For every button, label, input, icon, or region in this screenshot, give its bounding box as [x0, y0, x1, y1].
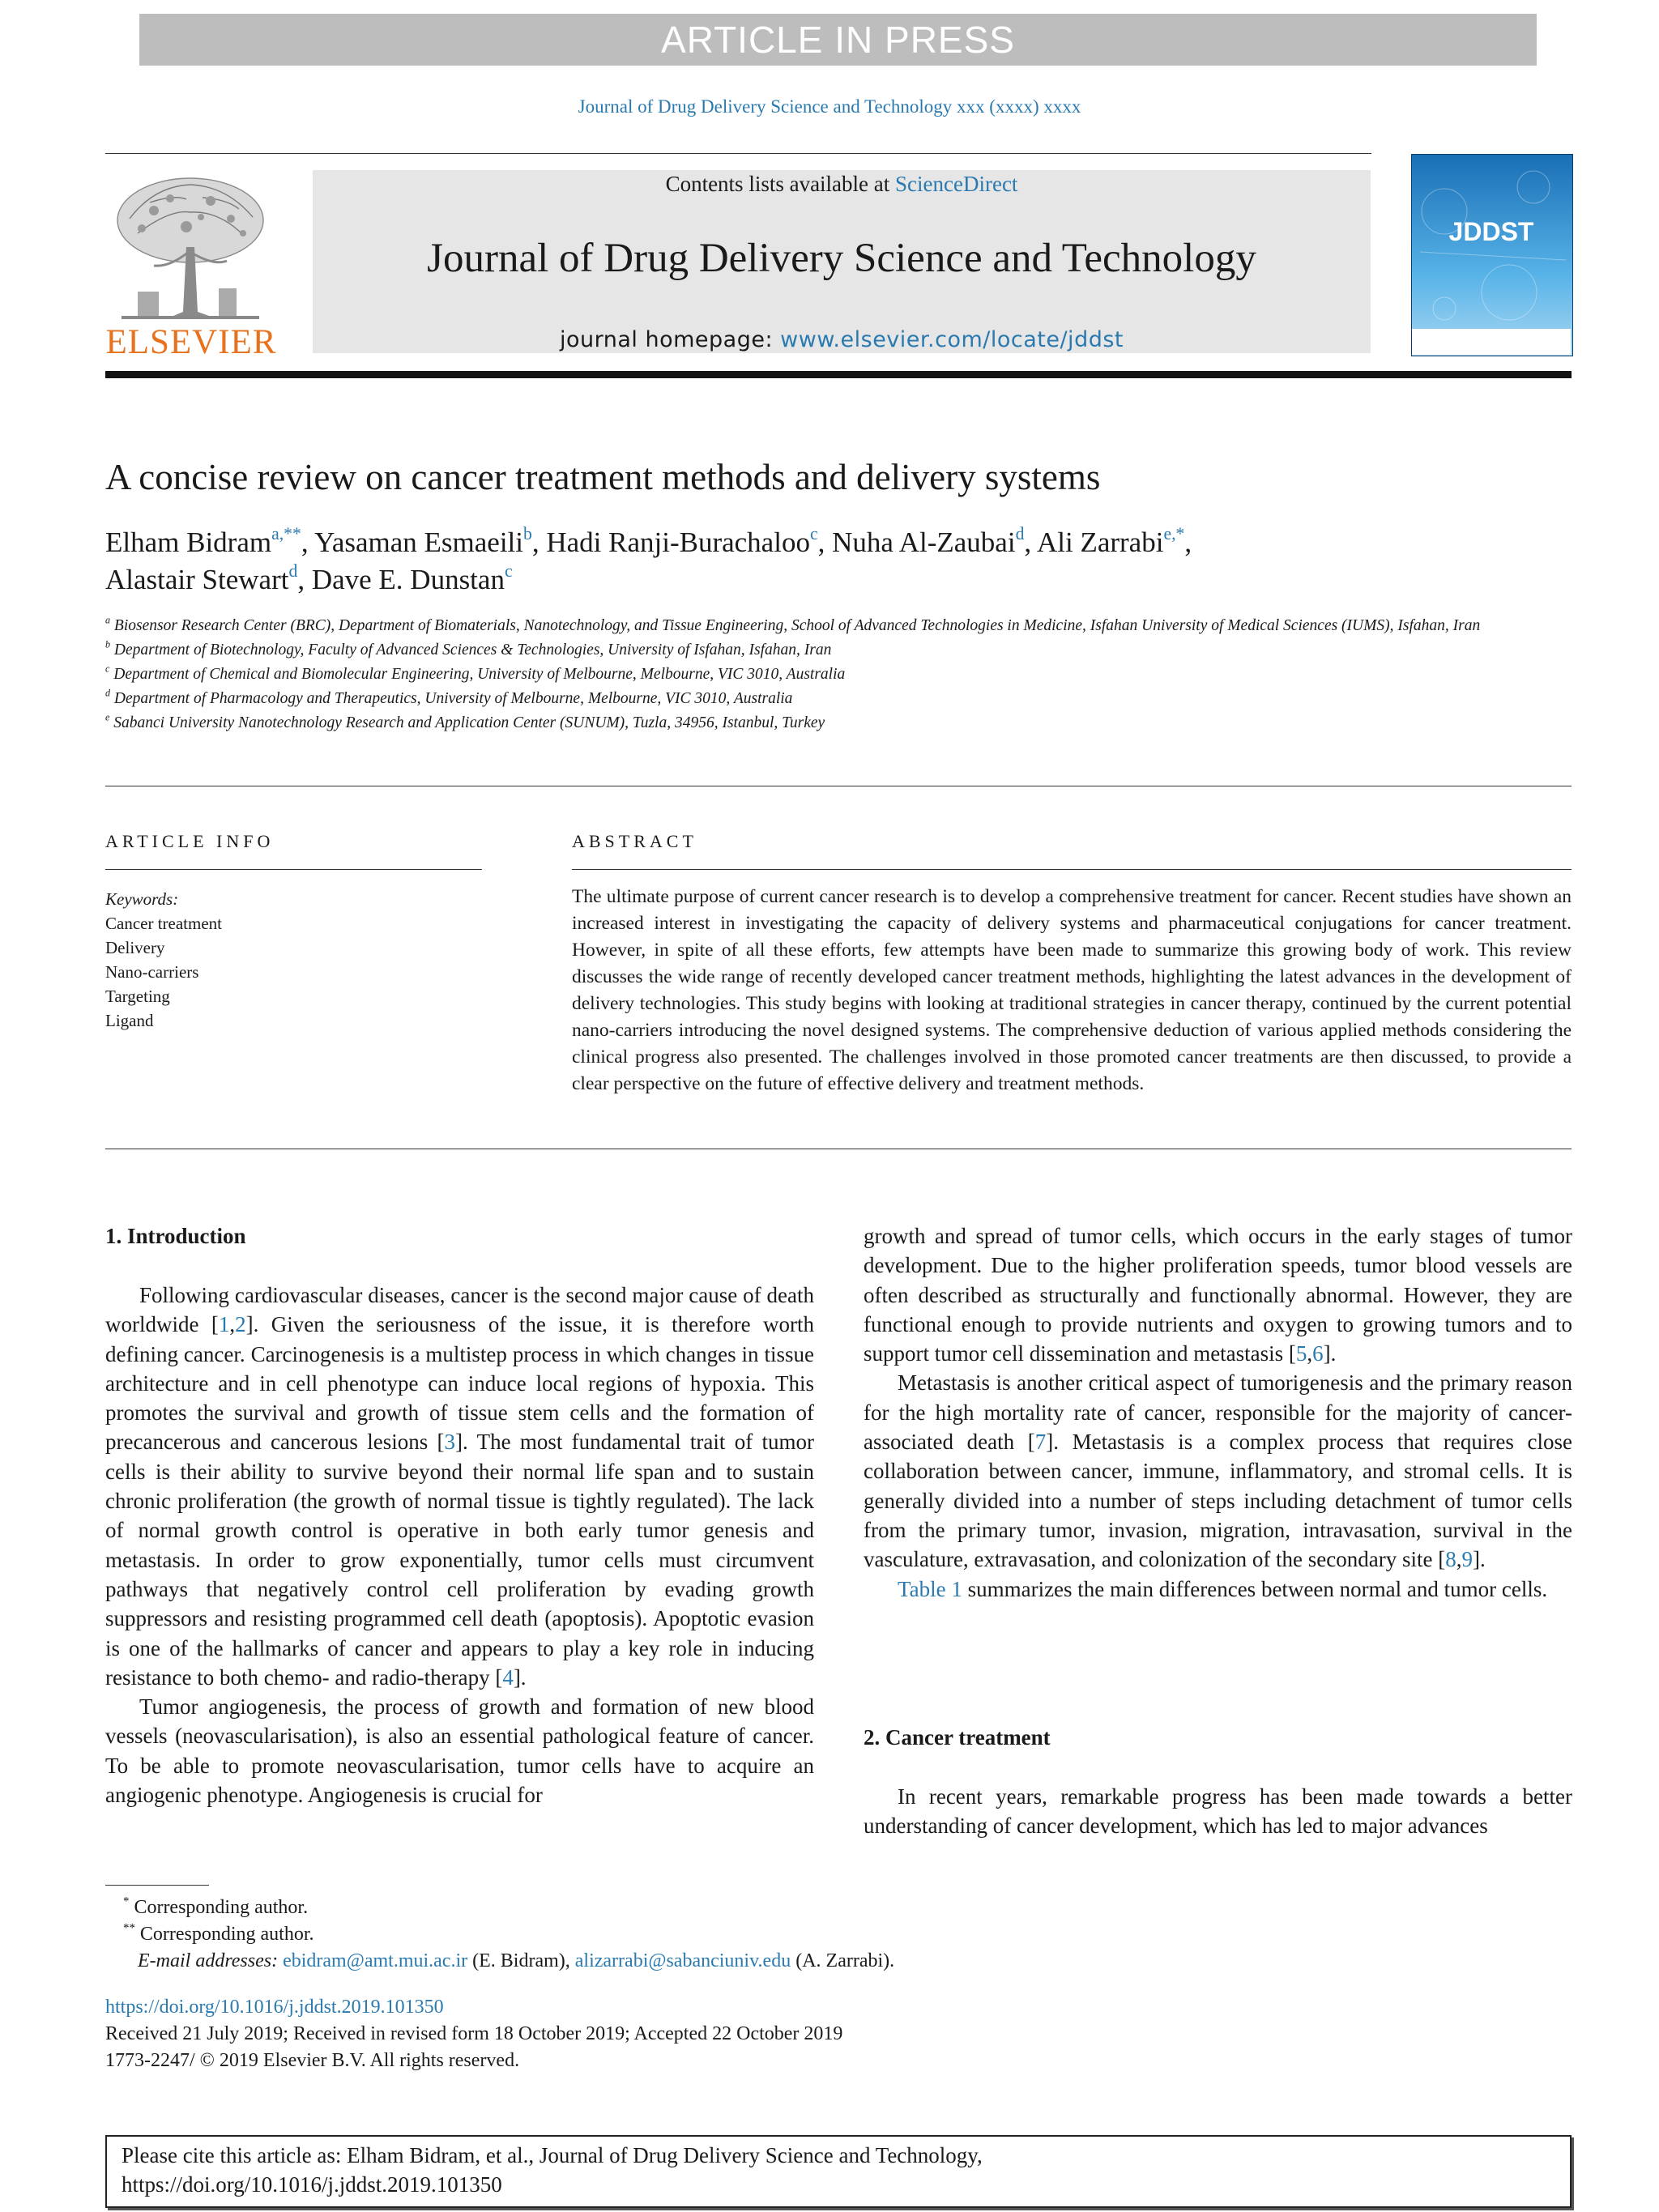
keyword: Nano-carriers	[105, 962, 199, 982]
text-run: ].	[513, 1664, 527, 1690]
citation-link[interactable]: 8	[1445, 1547, 1456, 1572]
article-info-heading: ARTICLE INFO	[105, 831, 275, 851]
citation-link[interactable]: 6	[1312, 1341, 1324, 1366]
table-link[interactable]: Table 1	[898, 1576, 962, 1601]
affiliation-item	[105, 663, 1547, 687]
author-affil-mark[interactable]: c	[809, 523, 818, 543]
affiliation-item	[105, 638, 1547, 663]
text-run: ,	[1456, 1547, 1462, 1572]
keywords-label: Keywords:	[105, 889, 179, 909]
citation-link[interactable]: 2	[235, 1312, 246, 1337]
text-run: Following cardiovascular diseases, cancer is the second major cause of death worldwide [	[105, 1283, 814, 1337]
affiliation-text: Sabanci University Nanotechnology Research and Application Center (SUNUM), Tuzla, 34956, Istanbul, Turkey	[113, 714, 825, 731]
author: Dave E. Dunstan	[311, 564, 505, 595]
affiliation-mark: a	[105, 614, 111, 626]
cite-line-1: Please cite this article as: Elham Bidram, et al., Journal of Drug Delivery Science and Technology,	[122, 2143, 983, 2167]
text-run: ].	[1323, 1341, 1337, 1366]
affiliation-text: Department of Pharmacology and Therapeutics, University of Melbourne, Melbourne, VIC 3010, Australia	[113, 690, 793, 707]
footnote-2	[105, 1921, 1563, 1948]
author-affil-mark[interactable]: c	[504, 560, 513, 581]
homepage-line	[313, 327, 1371, 352]
text-run: summarizes the main differences between normal and tumor cells.	[962, 1576, 1548, 1601]
header-top-rule	[105, 153, 1371, 154]
citation-link[interactable]: 3	[444, 1430, 456, 1455]
affiliation-item	[105, 614, 1547, 638]
author: Nuha Al-Zaubai	[832, 526, 1016, 558]
footnote-1	[105, 1894, 1563, 1921]
affiliation-mark: c	[105, 663, 110, 675]
keyword: Ligand	[105, 1011, 154, 1030]
author-separator: ,	[817, 526, 833, 558]
footnote-rule	[105, 1885, 209, 1886]
cover-pattern-icon	[1412, 155, 1572, 356]
intro-heading: 1. Introduction	[105, 1224, 246, 1248]
journal-cover-image[interactable]	[1411, 154, 1573, 356]
author-separator: ,	[1184, 526, 1192, 558]
author-affil-mark[interactable]: d	[288, 560, 298, 581]
author-separator: ,	[531, 526, 547, 558]
text-run: ]. Metastasis is a complex process that requires close collaboration between cancer, immune, inflammatory, and stromal cells. It is generally divided into a number of steps including detachment of tumor cells from the primary tumor, invasion, migration, intravasation, survival in the vasculature, extravasation, and colonization of the secondary site [	[864, 1430, 1572, 1572]
citation-link[interactable]: 1	[218, 1312, 230, 1337]
affiliation-item	[105, 711, 1547, 735]
sciencedirect-link[interactable]: ScienceDirect	[895, 172, 1018, 196]
abstract-text: The ultimate purpose of current cancer research is to develop a comprehensive treatment for cancer. Recent studies have shown an increased interest in investigating the capacity of delivery systems and pharmaceutical conjugations for cancer treatment. However, in spite of all these efforts, few attempts have been made to summarize this growing body of work. This review discusses the wide range of recently developed cancer treatment methods, highlighting the latest advances in the development of delivery technologies. This study begins with looking at traditional strategies in cancer therapy, continued by the current potential nano-carriers introducing the novel designed systems. The comprehensive deduction of various applied methods considering the clinical progress also presented. The challenges involved in those promoted cancer treatments are then discussed, to provide a clear perspective on the future of effective delivery and treatment methods.	[572, 886, 1572, 1094]
received-dates: Received 21 July 2019; Received in revised form 18 October 2019; Accepted 22 October 2019	[105, 2023, 843, 2044]
citation-link[interactable]: 4	[502, 1664, 514, 1690]
text-run: ].	[1472, 1547, 1486, 1572]
author: Alastair Stewart	[105, 564, 289, 595]
journal-title: Journal of Drug Delivery Science and Technology	[427, 236, 1256, 281]
affiliation-mark: b	[105, 638, 111, 650]
affiliation-mark: d	[105, 687, 111, 699]
email-link[interactable]: ebidram@amt.mui.ac.ir	[283, 1950, 468, 1971]
email-owner: (A. Zarrabi).	[791, 1950, 895, 1971]
email-owner: (E. Bidram),	[467, 1950, 575, 1971]
publication-info	[105, 1994, 1563, 2074]
homepage-link[interactable]: www.elsevier.com/locate/jddst	[780, 327, 1124, 352]
article-info-rule	[105, 869, 482, 870]
text-run: ,	[229, 1312, 236, 1337]
email-label: E-mail addresses:	[138, 1950, 284, 1971]
elsevier-wordmark: ELSEVIER	[105, 323, 277, 361]
affiliation-mark: e	[105, 711, 110, 723]
author: Hadi Ranji-Burachaloo	[546, 526, 810, 558]
footnotes	[105, 1894, 1563, 1975]
affiliation-item	[105, 687, 1547, 711]
keyword: Delivery	[105, 938, 165, 957]
affiliation-list	[105, 614, 1547, 735]
cover-footer-strip	[1412, 329, 1571, 355]
intro-paragraph-1	[105, 1281, 814, 1692]
body-paragraph: In recent years, remarkable progress has been made towards a better understanding of cancer development, which has led to major advances	[864, 1784, 1572, 1839]
author-affil-mark[interactable]: e,*	[1163, 523, 1185, 543]
text-run: ]. Given the seriousness of the issue, it is therefore worth defining cancer. Carcinogenesis is a multistep process in which changes in tissue architecture and in cell phenotype can induce local regions of hypoxia. This promotes the survival and growth of tissue stem cells and the formation of precancerous and cancerous lesions [	[105, 1312, 815, 1455]
text-run: ]. The most fundamental trait of tumor cells is their ability to survive beyond their normal life span and to sustain chronic proliferation (the growth of normal tissue is tightly regulated). The lack of normal growth control is operative in both early tumor genesis and metastasis. In order to grow exponentially, tumor cells must circumvent pathways that negatively control cell proliferation by evading growth suppressors and resisting programmed cell death (apoptosis). Apoptotic evasion is one of the hallmarks of cancer and appears to play a key role in inducing resistance to both chemo- and radio-therapy [	[105, 1430, 814, 1690]
keyword: Targeting	[105, 987, 170, 1006]
abstract-rule	[572, 869, 1572, 870]
email-link[interactable]: alizarrabi@sabanciuniv.edu	[574, 1950, 791, 1971]
body-paragraph	[864, 1575, 1572, 1604]
keyword: Cancer treatment	[105, 914, 223, 933]
body-column-left	[105, 1281, 814, 1809]
copyright-line: 1773-2247/ © 2019 Elsevier B.V. All rights reserved.	[105, 2050, 520, 2071]
author-affil-mark[interactable]: a,**	[271, 523, 301, 543]
author-list	[105, 524, 1588, 599]
journal-reference-link[interactable]: Journal of Drug Delivery Science and Technology xxx (xxxx) xxxx	[578, 96, 1081, 117]
contents-prefix: Contents lists available at	[665, 172, 896, 196]
doi-link[interactable]: https://doi.org/10.1016/j.jddst.2019.101350	[105, 1997, 444, 2018]
author-separator: ,	[1024, 526, 1037, 558]
cancer-treatment-heading: 2. Cancer treatment	[864, 1725, 1051, 1750]
cite-text	[122, 2141, 1547, 2199]
author-separator: ,	[301, 526, 315, 558]
abstract-heading: ABSTRACT	[572, 831, 697, 851]
footnote-text: Corresponding author.	[129, 1897, 309, 1918]
text-run: growth and spread of tumor cells, which occurs in the early stages of tumor development. Due to the higher proliferation speeds, tumor blood vessels are often described as structurally and functionally abnormal. However, they are functional enough to provide nutrients and oxygen to growing tumors and to support tumor cell dissemination and metastasis [	[864, 1224, 1572, 1366]
author: Ali Zarrabi	[1036, 526, 1164, 558]
cite-line-2[interactable]: https://doi.org/10.1016/j.jddst.2019.101350	[122, 2172, 502, 2197]
affiliation-text: Biosensor Research Center (BRC), Department of Biomaterials, Nanotechnology, and Tissue Engineering, School of Advanced Technologies in Medicine, Isfahan University of Medical Sciences (IUMS), Isfahan, Iran	[113, 617, 1481, 634]
cover-title: JDDST	[1448, 217, 1534, 246]
paper-title: A concise review on cancer treatment methods and delivery systems	[105, 457, 1101, 497]
author: Elham Bidram	[105, 526, 272, 558]
author-separator: ,	[297, 564, 312, 595]
affiliation-text: Department of Biotechnology, Faculty of Advanced Sciences & Technologies, University of Isfahan, Isfahan, Iran	[113, 641, 832, 658]
footnote-text: Corresponding author.	[134, 1924, 314, 1945]
affiliation-text: Department of Chemical and Biomolecular Engineering, University of Melbourne, Melbourne, VIC 3010, Australia	[113, 666, 846, 683]
homepage-prefix: journal homepage:	[559, 327, 781, 352]
body-column-right	[864, 1221, 1572, 1604]
contents-line	[313, 172, 1371, 197]
body-column-right-lower	[864, 1782, 1572, 1841]
email-line	[105, 1948, 1563, 1975]
body-paragraph	[864, 1368, 1572, 1574]
footnote-mark: **	[123, 1921, 135, 1935]
article-in-press-banner: ARTICLE IN PRESS	[139, 14, 1537, 66]
text-run: ,	[1307, 1341, 1313, 1366]
keywords-block	[105, 887, 222, 1033]
citation-link[interactable]: 7	[1034, 1430, 1047, 1455]
author-affil-mark[interactable]: d	[1015, 523, 1025, 543]
citation-link[interactable]: 9	[1461, 1547, 1473, 1572]
footnote-mark: *	[123, 1894, 130, 1908]
body-paragraph	[864, 1221, 1572, 1368]
author: Yasaman Esmaeili	[314, 526, 523, 558]
citation-link[interactable]: 5	[1295, 1341, 1307, 1366]
intro-paragraph-2: Tumor angiogenesis, the process of growth and formation of new blood vessels (neovascularisation), is also an essential pathological feature of cancer. To be able to promote neovascularisation, tumor cells have to acquire an angiogenic phenotype. Angiogenesis is crucial for	[105, 1694, 814, 1808]
author-affil-mark[interactable]: b	[523, 523, 532, 543]
text-run: Metastasis is another critical aspect of tumorigenesis and the primary reason for the high mortality rate of cancer, responsible for the majority of cancer-associated death [	[864, 1370, 1572, 1455]
header-bottom-rule	[105, 371, 1572, 378]
